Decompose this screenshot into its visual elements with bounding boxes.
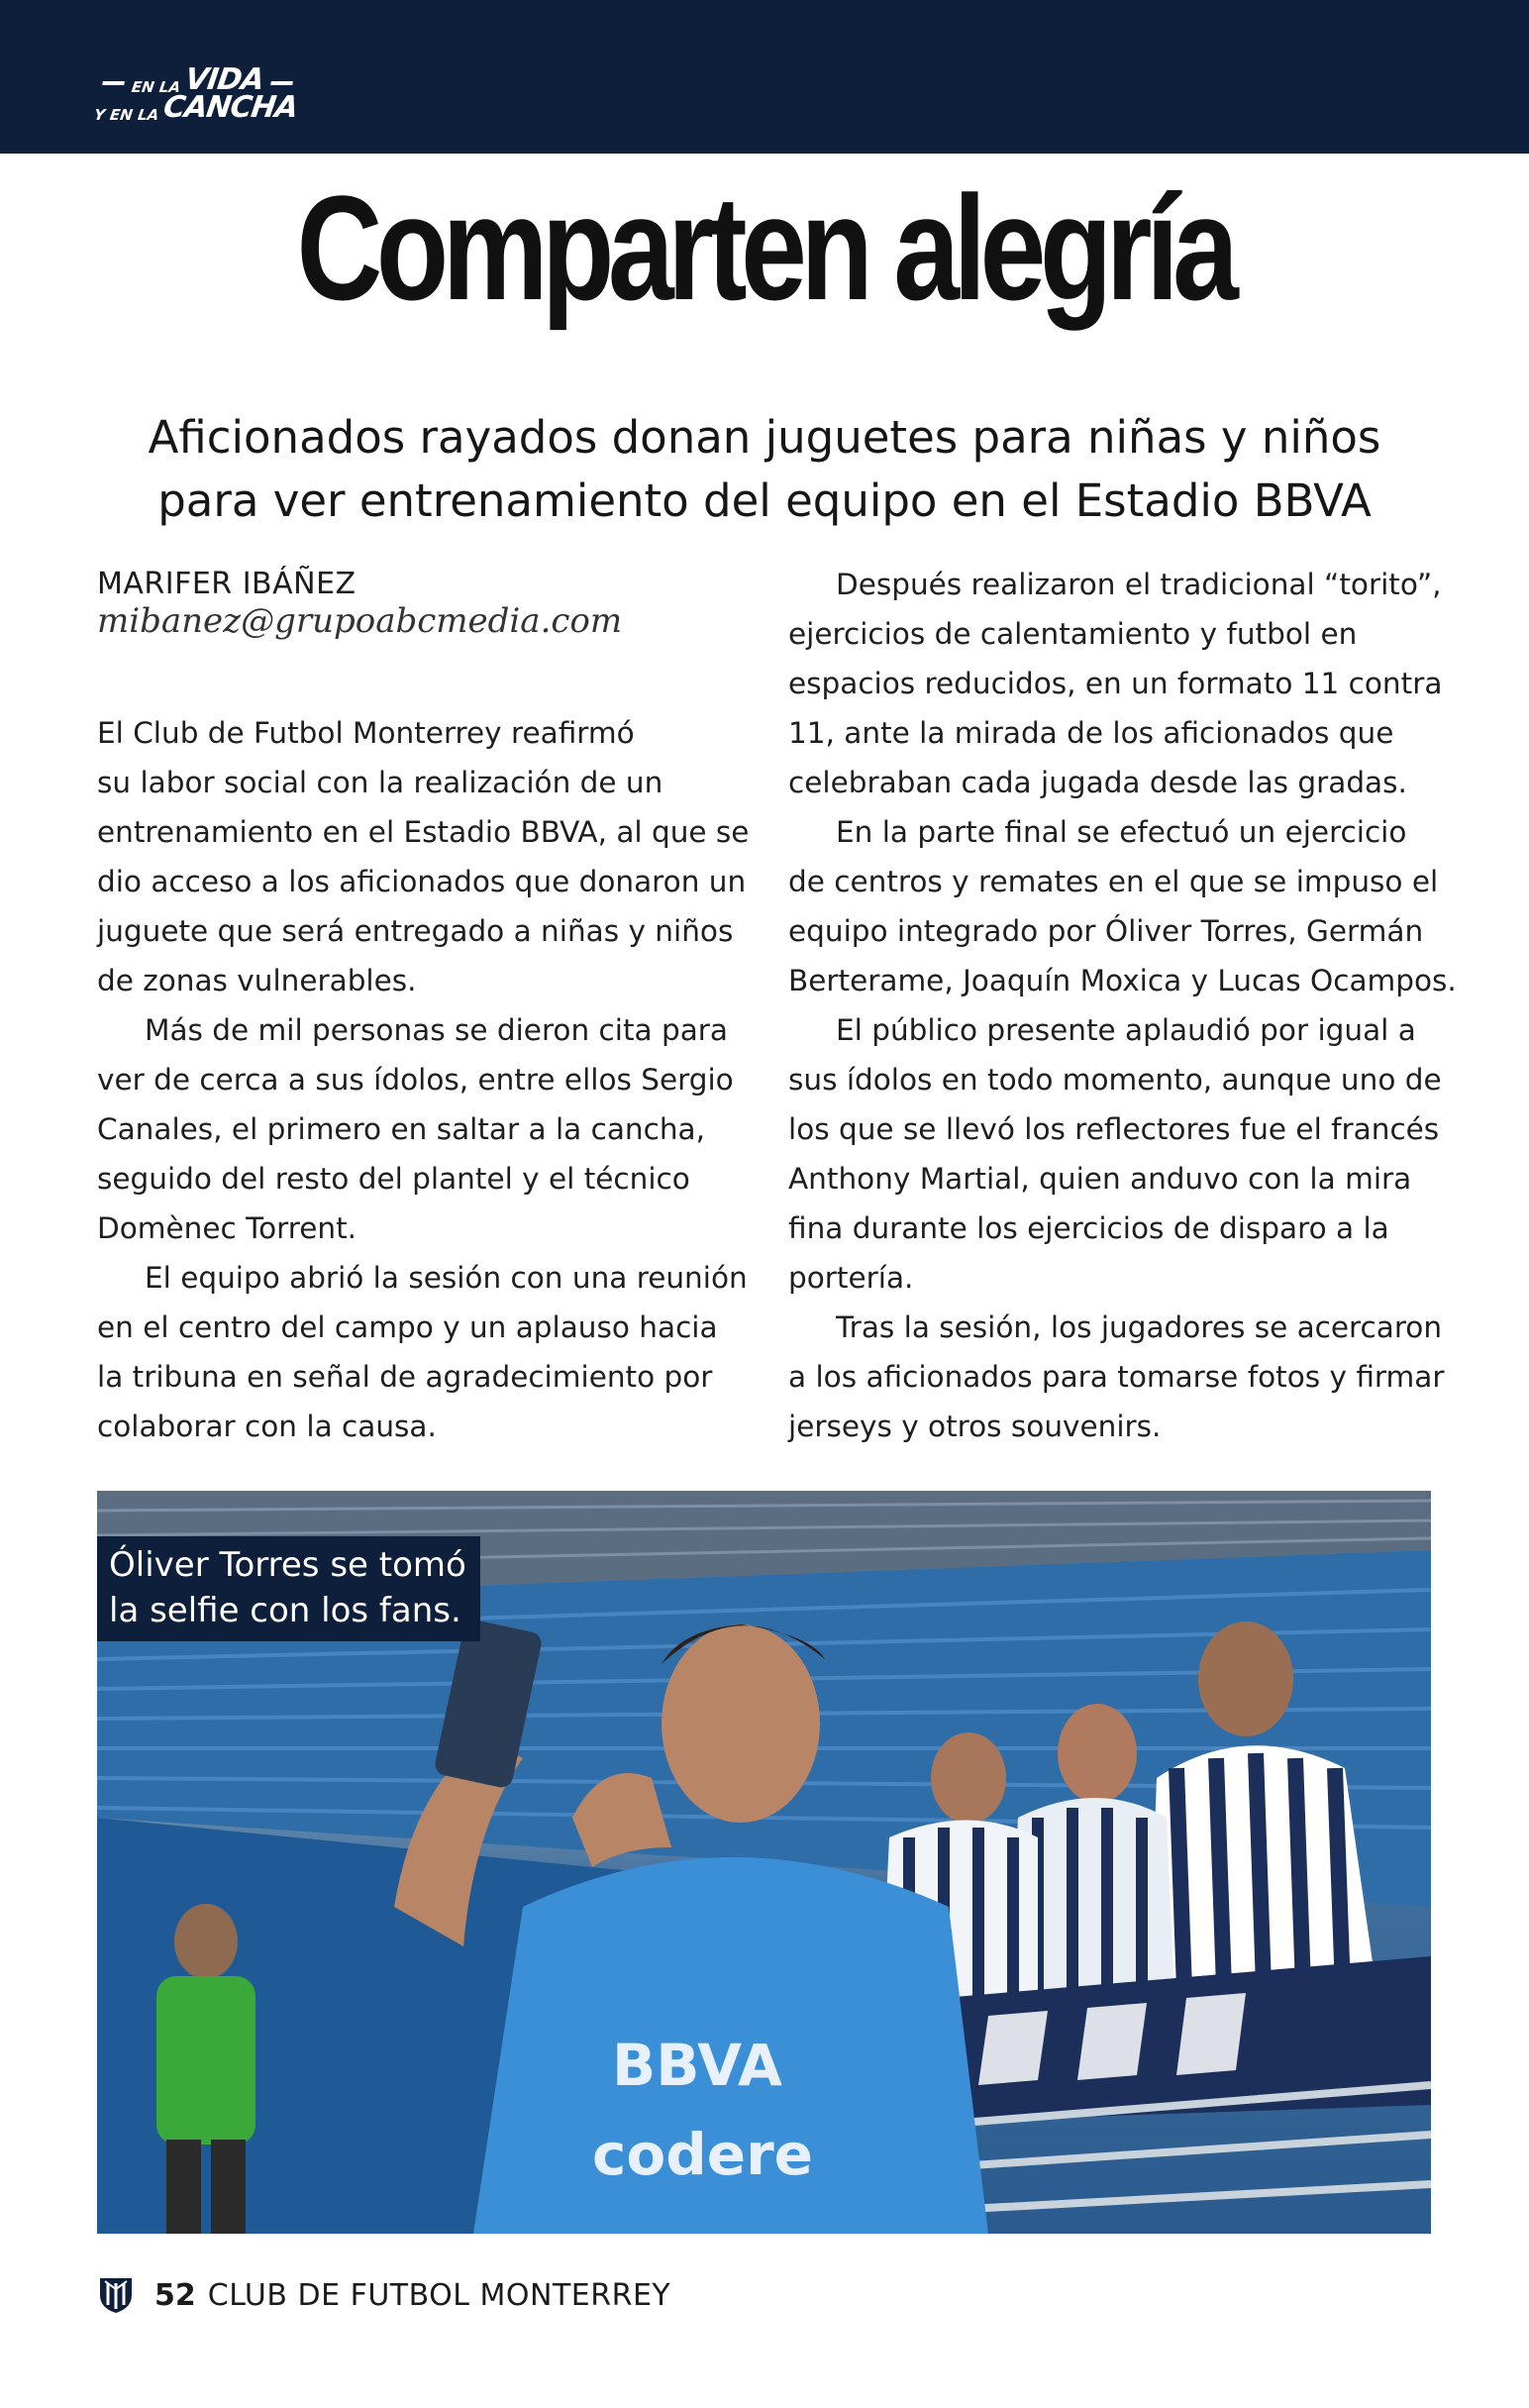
column-left-line: la tribuna en señal de agradecimiento por xyxy=(97,1360,713,1394)
column-right-line: jerseys y otros souvenirs. xyxy=(788,1410,1162,1443)
column-left-line: El equipo abrió la sesión con una reunión xyxy=(145,1261,748,1295)
column-left-line: Domènec Torrent. xyxy=(97,1211,357,1245)
column-left-line: colaborar con la causa. xyxy=(97,1410,437,1443)
photo-caption xyxy=(97,1536,480,1641)
column-right-line: 11, ante la mirada de los aficionados que xyxy=(788,716,1394,750)
shirt-sponsor-bbva: BBVA xyxy=(612,2032,782,2099)
brand-big-text-2: CANCHA xyxy=(160,90,300,125)
column-left-line: seguido del resto del plantel y el técnico xyxy=(97,1162,690,1196)
column-right-line: celebraban cada jugada desde las gradas. xyxy=(788,766,1407,799)
column-right-line: sus ídolos en todo momento, aunque uno de xyxy=(788,1063,1442,1097)
column-right-line: equipo integrado por Óliver Torres, Germán xyxy=(788,914,1424,948)
article-headline: Comparten alegría xyxy=(296,164,1233,331)
brand-dash-left xyxy=(102,81,125,85)
brand-dash-right xyxy=(270,81,293,85)
page-number: 52 xyxy=(154,2277,196,2313)
section-brand-logo xyxy=(92,62,303,125)
column-right-line: En la parte final se efectuó un ejercicio xyxy=(836,815,1407,849)
column-right-line: portería. xyxy=(788,1261,914,1295)
brand-small-text-2: Y EN LA xyxy=(92,106,160,124)
subheadline-line-1: Aficionados rayados donan juguetes para niñas y niños xyxy=(148,411,1381,464)
subheadline-line-2: para ver entrenamiento del equipo en el Estadio BBVA xyxy=(157,474,1372,527)
column-right-line: los que se llevó los reflectores fue el francés xyxy=(788,1112,1440,1146)
article-column-right xyxy=(788,560,1457,1451)
rayados-crest-icon xyxy=(97,2275,135,2315)
caption-line-1: Óliver Torres se tomó xyxy=(109,1545,466,1585)
column-left-line: Canales, el primero en saltar a la cancha, xyxy=(97,1112,705,1146)
shirt-sponsor-codere: codere xyxy=(592,2121,814,2188)
caption-line-2: la selfie con los fans. xyxy=(109,1591,461,1630)
column-left-line: juguete que será entregado a niñas y niños xyxy=(97,914,734,948)
column-right-line: fina durante los ejercicios de disparo a la xyxy=(788,1211,1389,1245)
column-right-line: Tras la sesión, los jugadores se acercaron xyxy=(836,1310,1443,1344)
brand-small-text-1: EN LA xyxy=(130,78,182,96)
column-left-line: entrenamiento en el Estadio BBVA, al que se xyxy=(97,815,750,849)
column-left-line: ver de cerca a sus ídolos, entre ellos Sergio xyxy=(97,1063,734,1097)
column-right-line: Después realizaron el tradicional “torito”, xyxy=(836,568,1442,601)
page-footer xyxy=(97,2275,670,2315)
column-left-line: Más de mil personas se dieron cita para xyxy=(145,1013,728,1047)
column-left-line: El Club de Futbol Monterrey reafirmó xyxy=(97,716,635,750)
column-right-line: a los aficionados para tomarse fotos y firmar xyxy=(788,1360,1445,1394)
column-right-line: Anthony Martial, quien anduvo con la mira xyxy=(788,1162,1412,1196)
column-right-line: ejercicios de calentamiento y futbol en xyxy=(788,617,1358,651)
column-left-line: de zonas vulnerables. xyxy=(97,964,417,997)
article-subheadline xyxy=(99,406,1430,533)
column-left-line: dio acceso a los aficionados que donaron un xyxy=(97,865,747,898)
author-email: mibanez@grupoabcmedia.com xyxy=(97,601,623,641)
publication-name: CLUB DE FUTBOL MONTERREY xyxy=(207,2277,671,2313)
column-left-line: en el centro del campo y un aplauso hacia xyxy=(97,1310,718,1344)
section-header-bar xyxy=(0,0,1529,154)
article-column-left xyxy=(97,708,750,1451)
column-left-line: su labor social con la realización de un xyxy=(97,766,663,799)
column-right-line: de centros y remates en el que se impuso el xyxy=(788,865,1439,898)
author-name: MARIFER IBÁÑEZ xyxy=(97,567,357,601)
column-right-line: El público presente aplaudió por igual a xyxy=(836,1013,1416,1047)
column-right-line: espacios reducidos, en un formato 11 contra xyxy=(788,667,1443,700)
column-right-line: Berterame, Joaquín Moxica y Lucas Ocampos. xyxy=(788,964,1457,997)
brand-big-text-1: VIDA xyxy=(182,62,266,97)
